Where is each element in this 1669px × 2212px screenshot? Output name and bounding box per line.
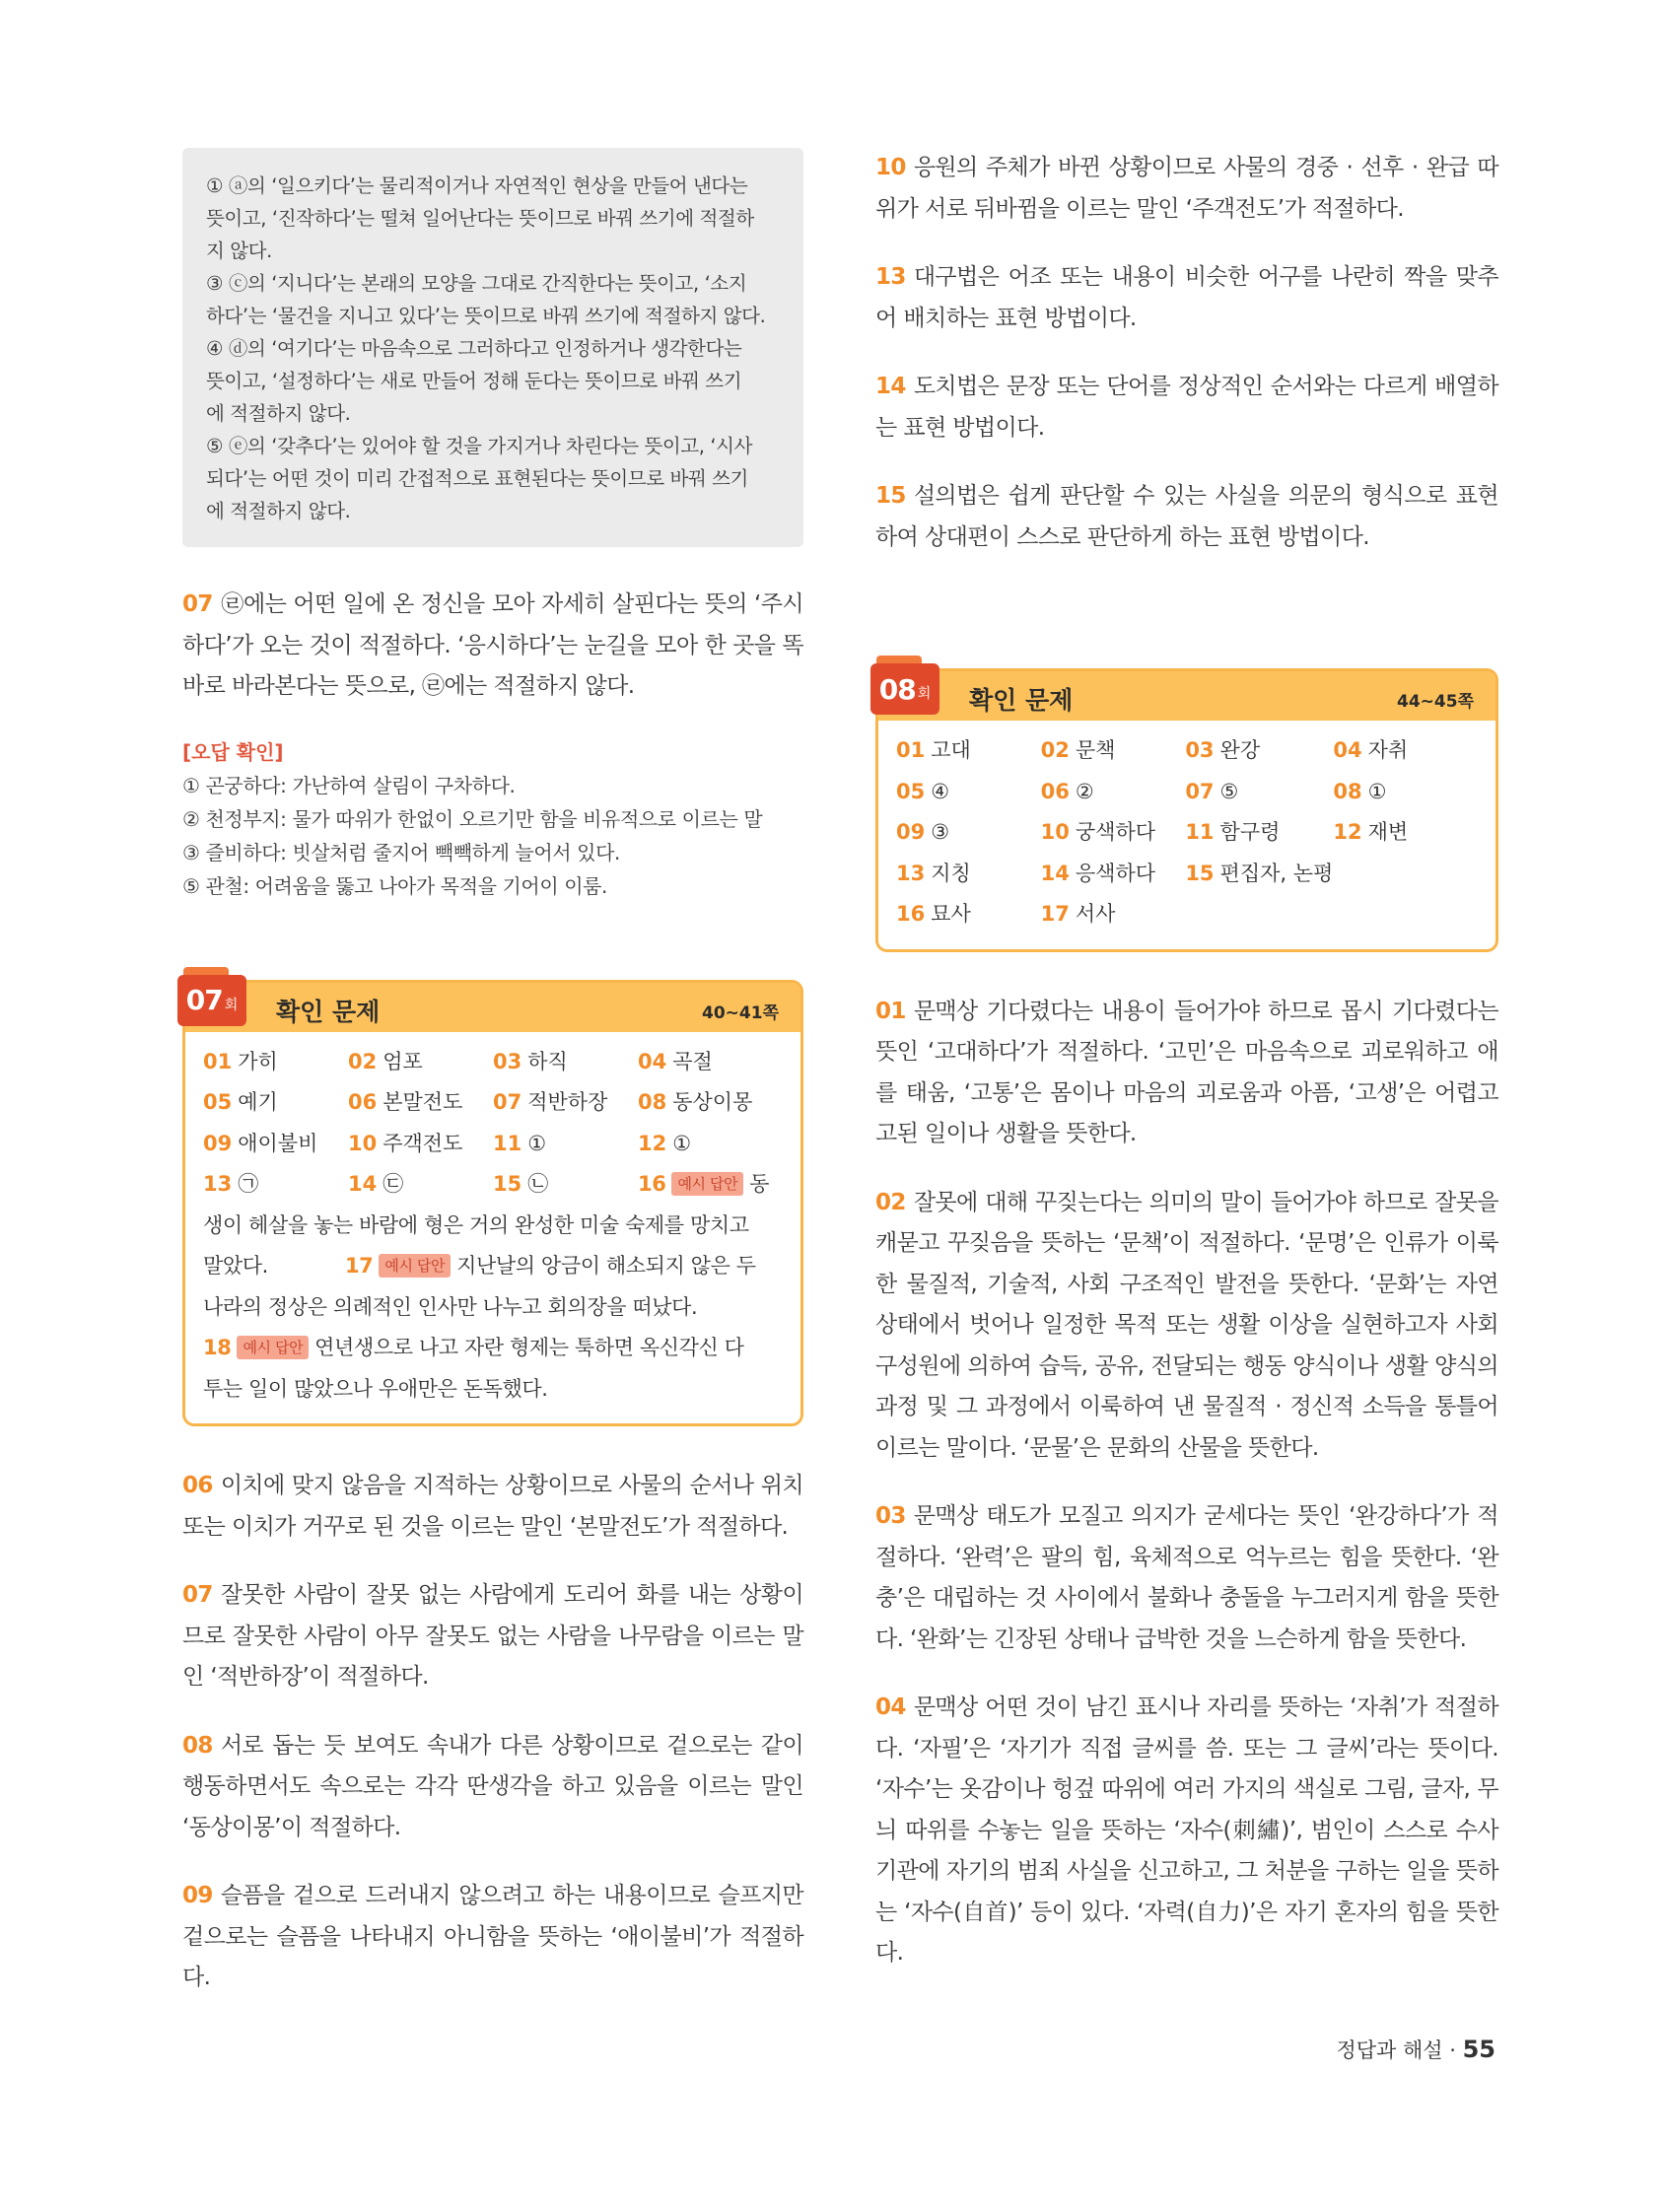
answer-number: 18 — [203, 1336, 232, 1359]
answer-cell — [203, 1042, 348, 1083]
answer-number: 15 — [493, 1172, 522, 1196]
answer-text: 애이불비 — [238, 1131, 318, 1155]
explanation-text: 이치에 맞지 않음을 지적하는 상황이므로 사물의 순서나 위치 또는 이치가 거꾸로 된 것을 이르는 말인 ‘본말전도’가 적절하다. — [182, 1473, 803, 1540]
wrong-answer-section — [182, 735, 803, 903]
right-column — [875, 148, 1498, 2002]
answer-number: 17 — [344, 1254, 374, 1278]
answer-text: ② — [1075, 779, 1094, 803]
answer-cell — [896, 894, 1041, 935]
answer-17-line — [203, 1246, 783, 1287]
answer-text: ⑤ — [1219, 779, 1239, 803]
explanation — [875, 367, 1498, 449]
note-box — [182, 148, 803, 547]
right-top-explanations — [875, 148, 1498, 558]
answer-number: 10 — [348, 1131, 378, 1155]
answer-number: 01 — [896, 738, 926, 762]
card-title: 확인 문제 — [969, 686, 1074, 715]
answer-text: 본말전도 — [382, 1090, 463, 1114]
answer-18-line — [203, 1328, 783, 1369]
card-pages: 40~41쪽 — [702, 1002, 779, 1023]
wrong-answer-title: [오답 확인] — [182, 739, 284, 764]
answer-number: 05 — [896, 779, 926, 803]
explanation-number: 03 — [875, 1503, 906, 1529]
answer-cell — [896, 854, 1041, 895]
badge-suffix: 회 — [224, 997, 239, 1013]
answer-cell — [638, 1082, 783, 1124]
card-pages: 44~45쪽 — [1397, 692, 1474, 712]
answer-text: 지난날의 앙금이 해소되지 않은 두 — [456, 1254, 756, 1278]
answer-cell — [493, 1082, 638, 1124]
answer-cell — [493, 1042, 638, 1083]
right-explanations — [875, 992, 1498, 1974]
answer-number: 02 — [348, 1049, 378, 1073]
answer-number: 17 — [1040, 902, 1070, 926]
session-badge — [177, 975, 246, 1026]
answer-text: ① — [672, 1131, 692, 1155]
explanation-number: 08 — [182, 1732, 213, 1759]
answer-cell — [638, 1124, 783, 1165]
answer-number: 09 — [896, 820, 926, 844]
answer-cell — [203, 1164, 348, 1206]
answer-cell — [1041, 772, 1186, 813]
answer-number: 12 — [638, 1131, 667, 1155]
explanation — [875, 148, 1498, 230]
answer-number: 03 — [1185, 738, 1215, 762]
explanation-text: 잘못한 사람이 잘못 없는 사람에게 도리어 화를 내는 상황이므로 잘못한 사람이 아무 잘못도 없는 사람을 나무람을 이르는 말인 ‘적반하장’이 적절하다. — [182, 1582, 803, 1690]
answer-grid — [896, 730, 1478, 935]
note-line: 하다’는 ‘물건을 지니고 있다’는 뜻이므로 바꿔 쓰기에 적절하지 않다. — [206, 305, 766, 327]
answer-number: 01 — [203, 1049, 233, 1073]
card-body — [878, 721, 1495, 949]
answer-number: 13 — [203, 1172, 233, 1196]
explanation — [182, 1876, 803, 1999]
badge-number: 08 — [878, 672, 916, 706]
explanation — [875, 1688, 1498, 1974]
note-line: 에 적절하지 않다. — [206, 500, 351, 522]
answer-number: 16 — [638, 1172, 666, 1196]
answer-cell — [1041, 894, 1186, 935]
answer-text: 응색하다 — [1075, 861, 1156, 885]
card-body — [185, 1032, 800, 1424]
answer-cell — [493, 1164, 638, 1206]
answer-card-08 — [875, 668, 1498, 952]
explanation-number: 06 — [182, 1473, 213, 1498]
explanation — [875, 992, 1498, 1155]
badge-number: 07 — [185, 984, 223, 1016]
explanation — [875, 1496, 1498, 1660]
badge-suffix: 회 — [917, 686, 932, 702]
explanation-number: 04 — [875, 1694, 906, 1720]
answer-number: 09 — [203, 1131, 233, 1155]
answer-number: 12 — [1333, 820, 1362, 844]
answer-cell — [348, 1042, 493, 1083]
answer-cell — [896, 812, 1041, 854]
answer-cell — [1185, 772, 1333, 813]
answer-number: 08 — [638, 1090, 667, 1114]
wrong-answer-item: ③ 즐비하다: 빗살처럼 줄지어 빽빽하게 늘어서 있다. — [182, 840, 620, 864]
answer-cell — [1041, 812, 1186, 854]
answer-cell — [1333, 812, 1478, 854]
example-answer-tag: 예시 답안 — [379, 1254, 451, 1278]
explanation-number: 07 — [182, 591, 213, 617]
answer-number: 03 — [493, 1049, 522, 1073]
explanation-text: 문맥상 기다렸다는 내용이 들어가야 하므로 몹시 기다렸다는 뜻인 ‘고대하다’가 적절하다. ‘고민’은 마음속으로 괴로워하고 애를 태움, ‘고통’은 몸이나 마음의 괴로움과 아픔, ‘고생’은 어렵고 고된 일이나 생활을 뜻한다. — [875, 998, 1498, 1146]
answer-cell — [348, 1082, 493, 1124]
answer-cell — [493, 1124, 638, 1165]
answer-17-text: 나라의 정상은 의례적인 인사만 나누고 회의장을 떠났다. — [203, 1294, 698, 1319]
answer-cell — [1041, 854, 1186, 895]
card-header — [878, 671, 1495, 721]
explanation-number: 01 — [875, 998, 906, 1024]
wrong-answer-item: ① 곤궁하다: 가난하여 살림이 구차하다. — [182, 773, 516, 797]
answer-number: 06 — [1040, 779, 1070, 803]
note-line: ① ⓐ의 ‘일으키다’는 물리적이거나 자연적인 현상을 만들어 낸다는 — [206, 174, 748, 197]
answer-cell — [1333, 730, 1478, 772]
explanation — [182, 1575, 803, 1698]
answer-number: 08 — [1333, 779, 1362, 803]
answer-text: ④ — [931, 779, 950, 803]
answer-cell — [203, 1124, 348, 1165]
answer-cell — [1185, 812, 1333, 854]
answer-cell — [896, 730, 1041, 772]
answer-text: 동상이몽 — [672, 1090, 753, 1114]
answer-cell — [638, 1042, 783, 1083]
explanation — [875, 1183, 1498, 1470]
explanation-number: 10 — [875, 155, 906, 180]
answer-text: ㉡ — [527, 1172, 549, 1196]
note-line: 에 적절하지 않다. — [206, 402, 351, 425]
explanation-number: 14 — [875, 374, 906, 399]
answer-number: 07 — [1185, 779, 1215, 803]
explanation — [875, 476, 1498, 558]
note-line: 뜻이고, ‘진작하다’는 떨쳐 일어난다는 뜻이므로 바꿔 쓰기에 적절하 — [206, 207, 754, 230]
answer-text: 적반하장 — [527, 1090, 608, 1114]
answer-number: 06 — [348, 1090, 378, 1114]
answer-number: 14 — [348, 1172, 378, 1196]
answer-text: 주객전도 — [382, 1131, 463, 1155]
answer-text: 지칭 — [931, 861, 971, 885]
explanation — [182, 1726, 803, 1849]
answer-text: ㉠ — [238, 1172, 259, 1196]
answer-text: 가히 — [238, 1049, 278, 1073]
explanation-text: 응원의 주체가 바뀐 상황이므로 사물의 경중 · 선후 · 완급 따위가 서로 뒤바뀜을 이르는 말인 ‘주객전도’가 적절하다. — [875, 155, 1498, 222]
answer-text: 말았다. — [203, 1254, 268, 1278]
wrong-answer-item: ⑤ 관철: 어려움을 뚫고 나아가 목적을 기어이 이룸. — [182, 873, 608, 898]
answer-text: 편집자, 논평 — [1219, 861, 1334, 885]
explanation — [875, 257, 1498, 339]
answer-number: 13 — [896, 861, 926, 885]
answer-cell — [896, 772, 1041, 813]
answer-text: 곡절 — [672, 1049, 713, 1073]
explanation-number: 07 — [182, 1582, 213, 1608]
answer-number: 16 — [896, 902, 926, 926]
answer-text: 궁색하다 — [1075, 820, 1156, 844]
answer-cell — [348, 1164, 493, 1206]
answer-text: 완강 — [1219, 738, 1261, 762]
answer-cell — [1185, 730, 1333, 772]
explanation-text: ㉣에는 어떤 일에 온 정신을 모아 자세히 살핀다는 뜻의 ‘주시하다’가 오는 것이 적절하다. ‘응시하다’는 눈길을 모아 한 곳을 똑바로 바라본다는 뜻으로, ㉣에는 적절하지 않다. — [182, 591, 803, 699]
answer-text: 동 — [749, 1172, 770, 1196]
explanation-text: 대구법은 어조 또는 내용이 비슷한 어구를 나란히 짝을 맞추어 배치하는 표현 방법이다. — [875, 264, 1498, 331]
answer-text: 예기 — [238, 1090, 278, 1114]
answer-cell — [1333, 772, 1478, 813]
explanation-number: 09 — [182, 1883, 213, 1908]
answer-text: 재변 — [1367, 820, 1409, 844]
note-line: ⑤ ⓔ의 ‘갖추다’는 있어야 할 것을 가지거나 차린다는 뜻이고, ‘시사 — [206, 435, 753, 457]
answer-text: ③ — [931, 820, 950, 844]
card-title: 확인 문제 — [276, 997, 381, 1026]
answer-number: 04 — [638, 1049, 667, 1073]
answer-text: ① — [1367, 779, 1387, 803]
note-line: 뜻이고, ‘설정하다’는 새로 만들어 정해 둔다는 뜻이므로 바꿔 쓰기 — [206, 370, 742, 392]
page-number: 55 — [1462, 2036, 1495, 2063]
answer-number: 04 — [1333, 738, 1362, 762]
answer-text: 엄포 — [382, 1049, 423, 1073]
answer-18-text: 투는 일이 많았으나 우애만은 돈독했다. — [203, 1376, 548, 1401]
page-footer — [1336, 2035, 1495, 2064]
note-line: ③ ⓒ의 ‘지니다’는 본래의 모양을 그대로 간직한다는 뜻이고, ‘소지 — [206, 272, 747, 295]
note-line: ④ ⓓ의 ‘여기다’는 마음속으로 그러하다고 인정하거나 생각한다는 — [206, 337, 742, 360]
answer-text: 서사 — [1075, 902, 1116, 926]
left-column — [182, 148, 803, 2027]
answer-text: 하직 — [527, 1049, 568, 1073]
answer-number: 11 — [1185, 820, 1215, 844]
answer-text: 연년생으로 나고 자란 형제는 툭하면 옥신각신 다 — [314, 1336, 744, 1359]
explanation-text: 잘못에 대해 꾸짖는다는 의미의 말이 들어가야 하므로 잘못을 캐묻고 꾸짖음을 뜻하는 ‘문책’이 적절하다. ‘문명’은 인류가 이룩한 물질적, 기술적, 사회 구조적인 발전을 뜻한다. ‘문화’는 자연 상태에서 벗어나 일정한 목적 또는 생활 이상을 실현하고자 사회 구성원에 의하여 습득, 공유, 전달되는 행동 양식이나 생활 양식의 과정 및 그 과정에서 이룩하여 낸 물질적 · 정신적 소득을 통틀어 이르는 말이다. ‘문물’은 문화의 산물을 뜻한다. — [875, 1189, 1498, 1461]
explanation — [182, 1466, 803, 1548]
answer-text: 문책 — [1075, 738, 1116, 762]
explanation-text: 서로 돕는 듯 보여도 속내가 다른 상황이므로 겉으로는 같이 행동하면서도 속으로는 각각 딴생각을 하고 있음을 이르는 말인 ‘동상이몽’이 적절하다. — [182, 1732, 803, 1840]
answer-number: 02 — [1040, 738, 1070, 762]
answer-number: 05 — [203, 1090, 233, 1114]
footer-label: 정답과 해설 · — [1336, 2039, 1456, 2062]
answer-cell — [348, 1124, 493, 1165]
example-answer-tag: 예시 답안 — [237, 1336, 309, 1359]
example-answer-tag: 예시 답안 — [671, 1172, 743, 1196]
answer-cell — [1041, 730, 1186, 772]
session-badge — [870, 663, 939, 715]
explanation-07 — [182, 585, 803, 708]
answer-number: 14 — [1040, 861, 1070, 885]
answer-text: 고대 — [931, 738, 971, 762]
explanation-text: 도치법은 문장 또는 단어를 정상적인 순서와는 다르게 배열하는 표현 방법이다. — [875, 374, 1498, 441]
explanation-number: 13 — [875, 264, 906, 290]
left-explanations — [182, 1466, 803, 1999]
explanation-text: 문맥상 어떤 것이 남긴 표시나 자리를 뜻하는 ‘자취’가 적절하다. ‘자필’은 ‘자기가 직접 글씨를 씀. 또는 그 글씨’라는 뜻이다. ‘자수’는 옷감이나 헝겊 따위에 여러 가지의 색실로 그림, 글자, 무늬 따위를 수놓는 일을 뜻하는 ‘자수(刺繡)’, 범인이 스스로 수사 기관에 자기의 범죄 사실을 신고하고, 그 처분을 구하는 일을 뜻하는 ‘자수(自首)’ 등이 있다. ‘자력(自力)’은 자기 혼자의 힘을 뜻한다. — [875, 1694, 1498, 1966]
answer-cell — [1185, 854, 1333, 895]
answer-16-text: 생이 헤살을 놓는 바람에 형은 거의 완성한 미술 숙제를 망치고 — [203, 1212, 749, 1237]
answer-number: 07 — [493, 1090, 522, 1114]
answer-text: 함구령 — [1219, 820, 1281, 844]
answer-text: 자취 — [1367, 738, 1409, 762]
answer-text: ㉢ — [382, 1172, 404, 1196]
explanation-text: 슬픔을 겉으로 드러내지 않으려고 하는 내용이므로 슬프지만 겉으로는 슬픔을 나타내지 아니함을 뜻하는 ‘애이불비’가 적절하다. — [182, 1883, 803, 1990]
answer-number: 10 — [1040, 820, 1070, 844]
explanation-text: 설의법은 쉽게 판단할 수 있는 사실을 의문의 형식으로 표현하여 상대편이 스스로 판단하게 하는 표현 방법이다. — [875, 483, 1498, 550]
answer-number: 11 — [493, 1131, 522, 1155]
explanation-number: 02 — [875, 1189, 906, 1215]
answer-text: 묘사 — [931, 902, 971, 926]
explanation-number: 15 — [875, 483, 906, 509]
explanation-text: 문맥상 태도가 모질고 의지가 굳세다는 뜻인 ‘완강하다’가 적절하다. ‘완력’은 팔의 힘, 육체적으로 억누르는 힘을 뜻한다. ‘완충’은 대립하는 것 사이에서 불화나 충돌을 누그러지게 함을 뜻한다. ‘완화’는 긴장된 상태나 급박한 것을 느슨하게 함을 뜻한다. — [875, 1503, 1498, 1652]
answer-cell — [203, 1082, 348, 1124]
card-header — [185, 983, 800, 1032]
answer-cell — [1333, 854, 1478, 895]
wrong-answer-item: ② 천정부지: 물가 따위가 한없이 오르기만 함을 비유적으로 이르는 말 — [182, 806, 763, 831]
note-line: 지 않다. — [206, 240, 272, 262]
answer-card-07 — [182, 980, 803, 1427]
answer-number: 15 — [1185, 861, 1215, 885]
note-line: 되다’는 어떤 것이 미리 간접적으로 표현된다는 뜻이므로 바꿔 쓰기 — [206, 467, 748, 490]
answer-text: ① — [527, 1131, 547, 1155]
